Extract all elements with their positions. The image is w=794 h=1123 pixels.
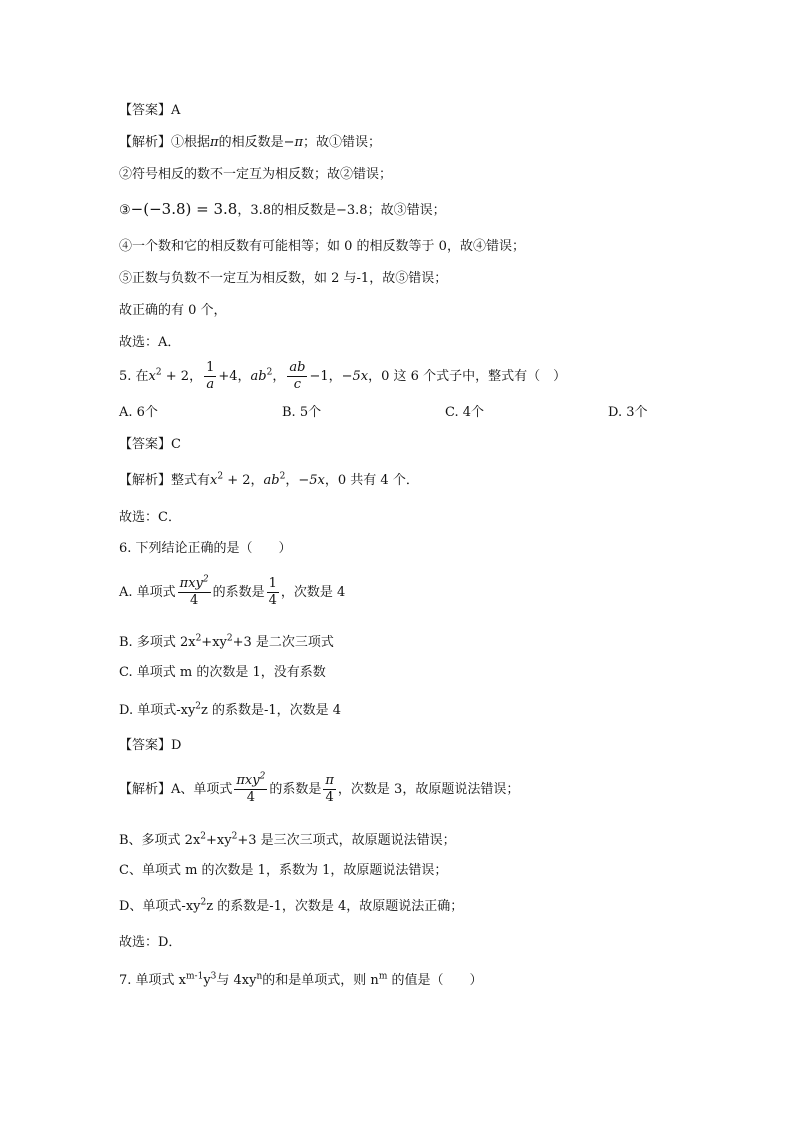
text: 的相反数是 — [218, 135, 284, 150]
exponent: 2 — [202, 574, 209, 585]
q4-analysis-line6: 故正确的有 0 个， — [119, 303, 227, 318]
q5-choose: 故选：C． — [119, 510, 181, 525]
exponent: m — [378, 971, 388, 982]
text: A. 单项式 — [119, 585, 176, 600]
q5-option-a: A. 6个 — [119, 405, 158, 420]
text: 的值是（ ） — [387, 973, 483, 988]
q6-analysis-c: C、单项式 m 的次数是 1，系数为 1，故原题说法错误； — [119, 863, 448, 878]
text: 的系数是 — [269, 782, 322, 797]
text: 的系数是 — [212, 585, 265, 600]
text: 与 4xy — [216, 973, 257, 988]
text: ③ — [119, 203, 131, 218]
math-var: ab — [263, 473, 280, 488]
q6-analysis-a — [119, 772, 694, 812]
exponent: 2 — [259, 771, 266, 782]
exponent: 2 — [266, 367, 273, 378]
q6-option-a — [119, 575, 694, 615]
math-expression: −5x — [341, 369, 369, 384]
q4-analysis-line5: ⑤正数与负数不一定互为相反数，如 2 与-1，故⑤错误； — [119, 271, 448, 286]
denominator: 4 — [246, 790, 256, 805]
text: D、单项式-xy — [119, 899, 201, 914]
fraction — [178, 576, 211, 609]
numerator: π — [325, 773, 334, 788]
exponent: m-1 — [186, 971, 204, 982]
text: D. 单项式-xy — [119, 703, 196, 718]
q6-choose: 故选：D． — [119, 935, 182, 950]
exponent: n — [256, 971, 263, 982]
text: ；故①错误； — [303, 135, 382, 150]
q4-answer: 【答案】A — [119, 103, 181, 118]
q5-option-d: D. 3个 — [608, 405, 648, 420]
q5-option-b: B. 5个 — [282, 405, 322, 420]
text: ①根据 — [171, 135, 211, 150]
fraction — [234, 773, 267, 806]
q6-option-d: D. 单项式$-xy^2z$ 的系数是-1，次数是 4 — [119, 701, 342, 718]
denominator: 4 — [325, 790, 334, 805]
math-expression: −(−3.8) = 3.8 — [130, 200, 238, 218]
q7-stem — [119, 972, 694, 990]
text: 5. 在 — [119, 369, 149, 384]
q5-answer: 【答案】C — [119, 437, 181, 452]
q4-analysis-line2: ②符号相反的数不一定互为相反数；故②错误； — [119, 167, 393, 182]
text: +3 是三次三项式，故原题说法错误； — [237, 833, 456, 848]
separator: ， — [328, 369, 342, 384]
text: +xy — [206, 833, 232, 848]
q5-analysis — [119, 472, 694, 490]
neg-pi: −π — [283, 135, 304, 150]
math-var: x — [210, 473, 218, 488]
text: 【解析】A、单项式 — [119, 782, 233, 797]
text: ；故③错误； — [367, 203, 446, 218]
q4-analysis-line7: 故选：A． — [119, 335, 181, 350]
numerator: πxy — [236, 773, 260, 788]
text: ，0 共有 4 个． — [324, 473, 419, 488]
text: B、多项式 2x — [119, 833, 201, 848]
exponent: 2 — [279, 471, 286, 482]
numerator: ab — [289, 360, 306, 375]
q4-analysis-line4: ④一个数和它的相反数有可能相等；如 0 的相反数等于 0，故④错误； — [119, 239, 525, 254]
text: ，次数是 3，故原题说法错误； — [337, 782, 520, 797]
exponent: 2 — [217, 471, 224, 482]
denominator: c — [293, 377, 302, 392]
text: z 的系数是-1，次数是 4 — [201, 703, 342, 718]
separator: ， — [189, 369, 203, 384]
analysis-label: 【解析】 — [119, 135, 172, 150]
separator: ， — [237, 369, 251, 384]
numerator: πxy — [179, 576, 203, 591]
q6-analysis-d: D、单项式$-xy^2z$ 的系数是-1，次数是 4，故原题说法正确； — [119, 897, 464, 914]
text: z 的系数是-1，次数是 4，故原题说法正确； — [206, 899, 464, 914]
denominator: a — [206, 377, 215, 392]
exponent: 3 — [210, 971, 217, 982]
q6-option-c: C. 单项式 m 的次数是 1，没有系数 — [119, 665, 326, 680]
numerator: 1 — [206, 360, 215, 375]
math-expression: + 2 — [161, 369, 190, 384]
text: 【解析】整式有 — [119, 473, 211, 488]
math-expression: +4 — [218, 369, 238, 384]
fraction — [267, 576, 279, 609]
q6-stem: 6. 下列结论正确的是（ ） — [119, 541, 292, 556]
fraction — [204, 360, 216, 393]
text: ，3.8的相反数是 — [237, 203, 336, 218]
text: ，0 这 6 个式子中，整式有（ ） — [368, 369, 567, 384]
text: y — [203, 973, 211, 988]
text: 的和是单项式，则 n — [262, 973, 379, 988]
denominator: 4 — [190, 593, 199, 608]
numerator: 1 — [268, 576, 277, 591]
math-var: x — [148, 369, 156, 384]
pi-symbol: π — [210, 135, 219, 150]
math-expression: + 2 — [223, 473, 251, 488]
text: +xy — [201, 635, 227, 650]
math-expression: −1 — [309, 369, 329, 384]
separator: ， — [285, 473, 299, 488]
q6-option-b: B. 多项式 $2x^2+xy^2+3$ 是二次三项式 — [119, 633, 334, 650]
fraction — [287, 360, 307, 393]
math-expression: −5x — [298, 473, 325, 488]
q4-analysis-line3 — [119, 200, 694, 220]
exponent: 2 — [155, 367, 162, 378]
math-var: ab — [250, 369, 267, 384]
text: +3 是二次三项式 — [232, 635, 334, 650]
q4-analysis-line1 — [119, 134, 694, 152]
separator: ， — [250, 473, 264, 488]
q5-option-c: C. 4个 — [445, 405, 485, 420]
fraction — [323, 773, 336, 806]
q6-analysis-b: B、多项式 $2x^2+xy^2+3$ 是三次三项式，故原题说法错误； — [119, 831, 456, 848]
q5-stem — [119, 360, 694, 398]
text: ，次数是 4 — [280, 585, 346, 600]
separator: ， — [272, 369, 286, 384]
denominator: 4 — [268, 593, 277, 608]
q6-answer: 【答案】D — [119, 738, 182, 753]
text: B. 多项式 2x — [119, 635, 196, 650]
math-expression: −3.8 — [336, 203, 368, 218]
text: 7. 单项式 x — [119, 973, 186, 988]
